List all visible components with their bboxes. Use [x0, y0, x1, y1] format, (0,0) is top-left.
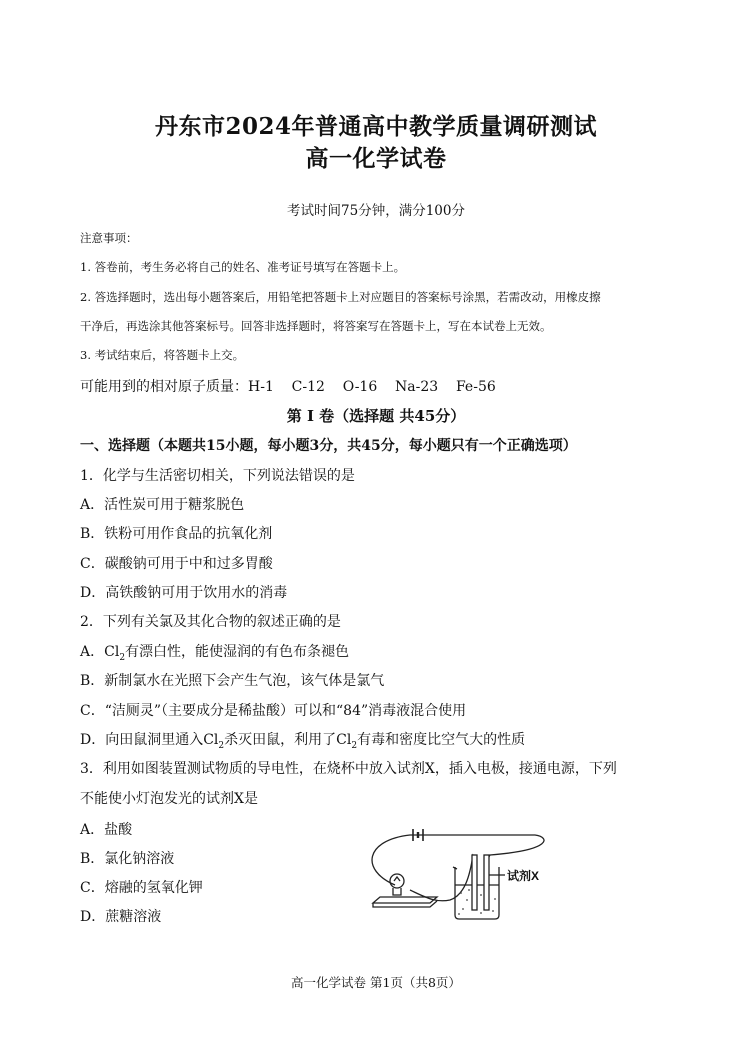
page-title-line1: 丹东市2024年普通高中教学质量调研测试 — [154, 113, 597, 140]
exam-info: 考试时间75分钟，满分100分 — [287, 203, 465, 219]
q3-stem-line2: 不能使小灯泡发光的试剂X是 — [80, 791, 258, 807]
q1-option-a: A．活性炭可用于糖浆脱色 — [80, 497, 245, 513]
q3-option-b: B．氯化钠溶液 — [80, 851, 175, 867]
page-title-line2: 高一化学试卷 — [305, 145, 447, 172]
q3-option-d: D．蔗糖溶液 — [80, 909, 162, 925]
part-title: 一、选择题（本题共15小题，每小题3分，共45分，每小题只有一个正确选项） — [80, 438, 577, 454]
note-item-1: 1. 答卷前，考生务必将自己的姓名、准考证号填写在答题卡上。 — [80, 260, 406, 274]
q1-option-d: D．高铁酸钠可用于饮用水的消毒 — [80, 585, 288, 601]
q3-option-c: C．熔融的氢氧化钾 — [80, 880, 203, 896]
section-title: 第 Ⅰ 卷（选择题 共45分） — [286, 407, 466, 425]
note-item-2-line2: 干净后，再选涂其他答案标号。回答非选择题时，将答案写在答题卡上，写在本试卷上无效。 — [80, 319, 552, 333]
note-item-2-line1: 2. 答选择题时，选出每小题答案后，用铅笔把答题卡上对应题目的答案标号涂黑，若需改动，用橡皮擦 — [80, 290, 601, 304]
q2-option-c: C．“洁厕灵”（主要成分是稀盐酸）可以和“84”消毒液混合使用 — [80, 703, 467, 719]
reagent-x-label: 试剂X — [507, 869, 540, 883]
q1-option-b: B．铁粉可用作食品的抗氧化剂 — [80, 526, 273, 542]
q2-stem: 2．下列有关氯及其化合物的叙述正确的是 — [80, 614, 341, 630]
atomic-masses: 可能用到的相对原子质量：H-1 C-12 O-16 Na-23 Fe-56 — [80, 379, 496, 395]
notes-heading: 注意事项： — [80, 231, 138, 245]
q3-stem-line1: 3．利用如图装置测试物质的导电性，在烧杯中放入试剂X，插入电极，接通电源，下列 — [80, 761, 617, 777]
q2-option-d: D．向田鼠洞里通入$Cl_2$杀灭田鼠，利用了$Cl_2$有毒和密度比空气大的性质 — [80, 732, 526, 751]
q1-option-c: C．碳酸钠可用于中和过多胃酸 — [80, 556, 273, 572]
q1-stem: 1．化学与生活密切相关，下列说法错误的是 — [80, 468, 355, 484]
q3-option-a: A．盐酸 — [80, 822, 133, 838]
q2-option-b: B．新制氯水在光照下会产生气泡，该气体是氯气 — [80, 673, 385, 689]
conductivity-apparatus-figure — [355, 815, 575, 930]
page-footer: 高一化学试卷 第1页（共8页） — [291, 975, 461, 990]
q2-option-a: A．$Cl_2$有漂白性，能使湿润的有色布条褪色 — [80, 644, 350, 663]
note-item-3: 3. 考试结束后，将答题卡上交。 — [80, 348, 245, 362]
